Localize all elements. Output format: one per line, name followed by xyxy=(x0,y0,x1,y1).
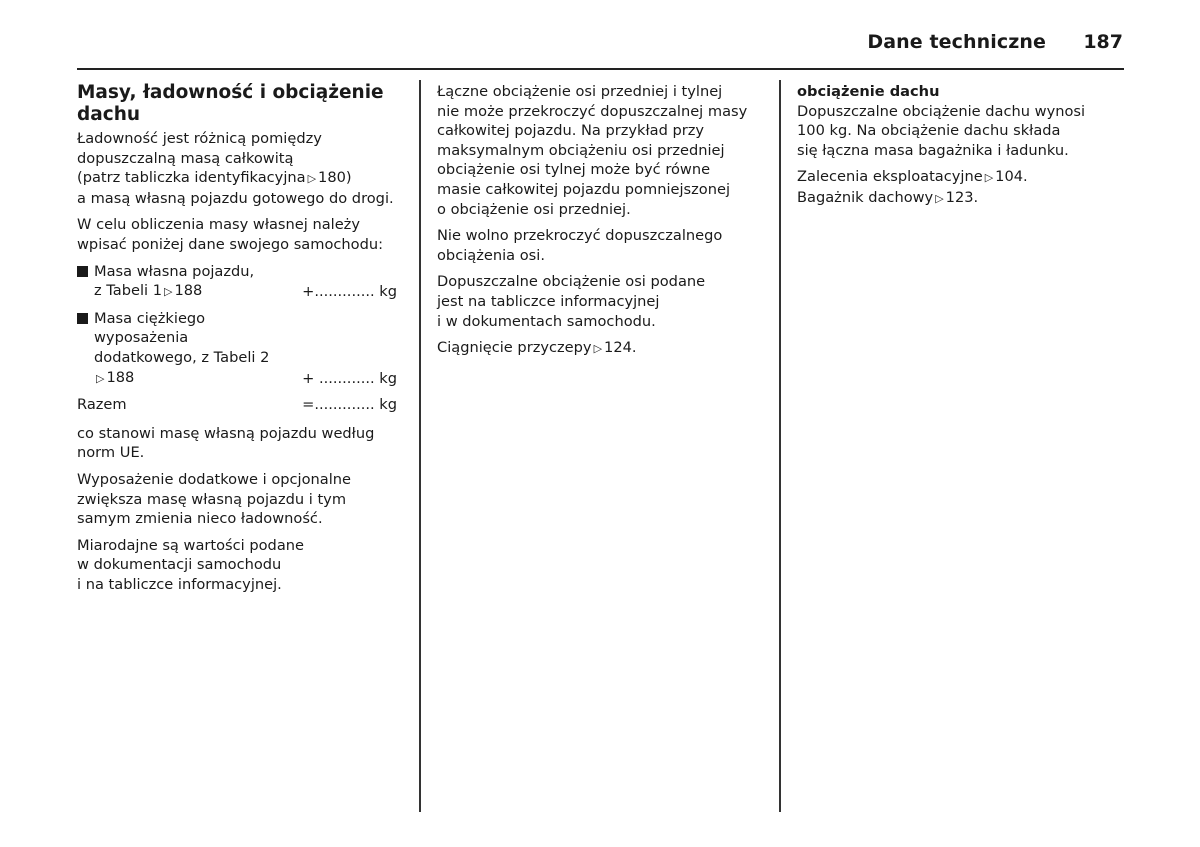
header-rule xyxy=(77,68,1124,70)
reference-page: 104. xyxy=(995,168,1028,186)
total-label: Razem xyxy=(77,396,127,414)
column-right xyxy=(797,82,1117,216)
page-number: 187 xyxy=(1083,31,1123,53)
square-bullet-icon xyxy=(77,266,88,277)
paragraph-equipment: Wyposażenie dodatkowe i opcjonalne zwiększa masę własną pojazdu i tym samym zmienia nieco ładowność. xyxy=(77,470,352,528)
reference-text: Zalecenia eksploatacyjne xyxy=(797,168,983,186)
list-item-ref: 188 xyxy=(174,282,203,300)
intro-ref: 180) xyxy=(318,169,352,187)
paragraph-axle-load: Łączne obciążenie osi przedniej i tylnej nie może przekroczyć dopuszczalnej masy całkowitej pojazdu. Na przykład przy maksymalnym obciążeniu osi przedniej obciążenie osi tylnej może być równe masie całkowitej pojazdu pomniejszonej o obciążenie osi przedniej. xyxy=(437,83,748,218)
subheading-text: obciążenie dachu xyxy=(797,83,940,100)
paragraph-norm: co stanowi masę własną pojazdu według norm UE. xyxy=(77,424,375,462)
paragraph-docs: Miarodajne są wartości podane w dokumentacji samochodu i na tabliczce informacyjnej. xyxy=(77,536,304,593)
reference-arrow-icon: ▷ xyxy=(984,171,994,185)
list-item-heavy-equipment xyxy=(77,309,397,388)
reference-arrow-icon: ▷ xyxy=(593,342,603,356)
column-divider-2 xyxy=(779,80,781,812)
paragraph-axle-warning: Nie wolno przekroczyć dopuszczalnego obciążenia osi. xyxy=(437,227,723,264)
paragraph-calc-intro: W celu obliczenia masy własnej należy wpisać poniżej dane swojego samochodu: xyxy=(77,216,384,253)
reference-arrow-icon: ▷ xyxy=(96,371,105,385)
page-header-title: Dane techniczne xyxy=(867,31,1046,53)
total-row xyxy=(77,395,397,415)
paragraph-axle-info: Dopuszczalne obciążenie osi podane jest na tabliczce informacyjnej i w dokumentach samochodu. xyxy=(437,273,706,330)
reference-towing xyxy=(437,338,767,359)
paragraph-intro xyxy=(77,129,397,208)
subheading-roof-load xyxy=(797,82,1117,102)
fill-in-field: + ............ kg xyxy=(302,369,397,387)
paragraph-roof-load: Dopuszczalne obciążenie dachu wynosi 100 kg. Na obciążenie dachu składa się łączna masa bagażnika i ładunku. xyxy=(797,102,1086,159)
list-item-text: Masa ciężkiego wyposażenia dodatkowego, z Tabeli 2 xyxy=(94,309,270,366)
references xyxy=(797,167,1117,208)
column-middle xyxy=(437,82,767,366)
reference-text: Bagażnik dachowy xyxy=(797,188,934,206)
list-item-ref: 188 xyxy=(106,368,135,386)
reference-arrow-icon: ▷ xyxy=(164,285,173,299)
square-bullet-icon xyxy=(77,313,88,324)
reference-text: Ciągnięcie przyczepy xyxy=(437,339,592,357)
list-item-text: Masa własna pojazdu, z Tabeli 1 xyxy=(94,262,255,300)
intro-text-a: Ładowność jest różnicą pomiędzy dopuszczalną masą całkowitą (patrz tabliczka identyfikacyjna xyxy=(77,130,322,187)
column-left xyxy=(77,82,397,601)
reference-arrow-icon: ▷ xyxy=(307,172,317,186)
fill-in-field: +............. kg xyxy=(302,283,397,301)
column-divider-1 xyxy=(419,80,421,812)
reference-page: 123. xyxy=(945,188,979,206)
section-heading: Masy, ładowność i obciążenie dachu xyxy=(77,82,384,125)
intro-text-b: a masą własną pojazdu gotowego do drogi. xyxy=(77,189,394,207)
reference-arrow-icon: ▷ xyxy=(935,191,944,205)
list-item-mass xyxy=(77,262,397,302)
reference-page: 124. xyxy=(604,339,637,357)
total-fill-field: =............. kg xyxy=(302,396,397,414)
